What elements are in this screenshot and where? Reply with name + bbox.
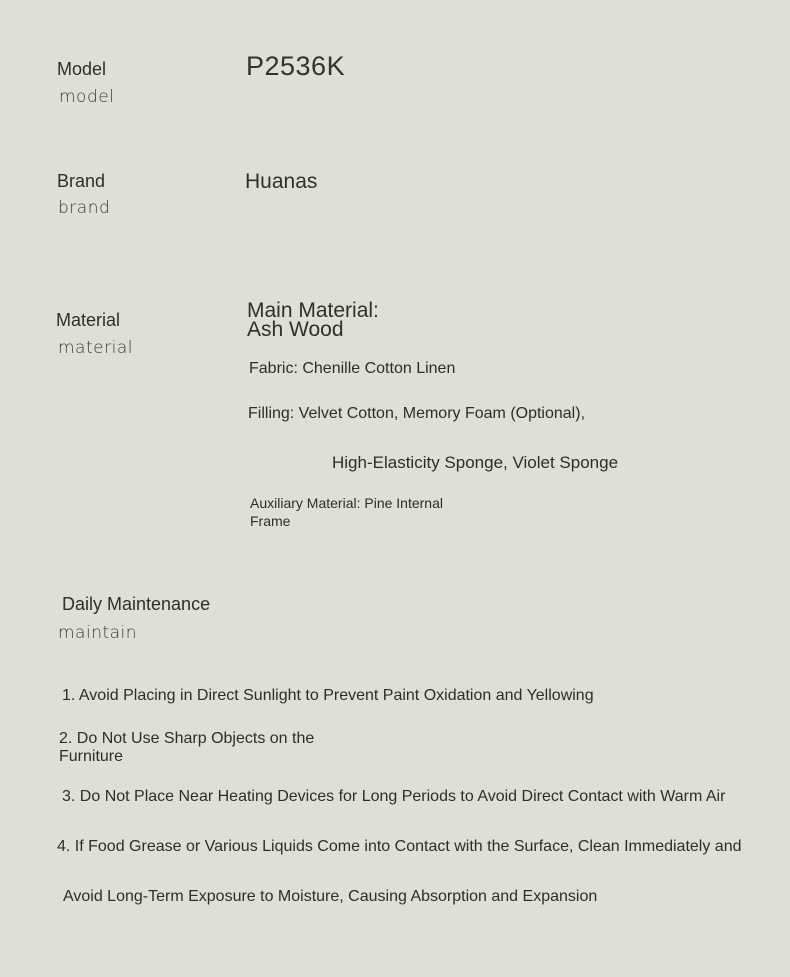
model-sub-label: model	[59, 87, 115, 107]
maintenance-item-2-line1: 2. Do Not Use Sharp Objects on the	[59, 730, 315, 747]
auxiliary-line2: Frame	[250, 513, 291, 529]
model-label: Model	[57, 59, 107, 79]
maintenance-item-4-cont: Avoid Long-Term Exposure to Moisture, Causing Absorption and Expansion	[63, 888, 598, 905]
maintenance-item-2-line2: Furniture	[59, 748, 124, 765]
maintenance-sub-label: maintain	[58, 623, 138, 643]
maintenance-label: Daily Maintenance	[62, 594, 211, 614]
maintenance-item-1: 1. Avoid Placing in Direct Sunlight to Prevent Paint Oxidation and Yellowing	[62, 687, 594, 704]
auxiliary-line1: Auxiliary Material: Pine Internal	[250, 495, 443, 511]
maintenance-item-2	[59, 730, 314, 766]
filling-cont-text: High-Elasticity Sponge, Violet Sponge	[332, 453, 619, 472]
filling-text: Filling: Velvet Cotton, Memory Foam (Optional),	[248, 405, 586, 422]
brand-label: Brand	[57, 171, 106, 191]
main-material	[247, 301, 379, 339]
material-sub-label: material	[58, 338, 133, 358]
maintenance-item-3: 3. Do Not Place Near Heating Devices for Long Periods to Avoid Direct Contact with Warm Air	[62, 788, 726, 805]
maintenance-item-4: 4. If Food Grease or Various Liquids Come into Contact with the Surface, Clean Immediately and	[57, 838, 742, 855]
brand-sub-label: brand	[58, 198, 111, 218]
main-material-line1: Main Material:	[247, 299, 379, 322]
auxiliary-material	[250, 494, 443, 530]
main-material-line2: Ash Wood	[247, 318, 344, 341]
fabric-text: Fabric: Chenille Cotton Linen	[249, 360, 456, 377]
brand-value: Huanas	[245, 170, 318, 193]
model-value: P2536K	[246, 51, 346, 81]
material-label: Material	[56, 310, 121, 330]
